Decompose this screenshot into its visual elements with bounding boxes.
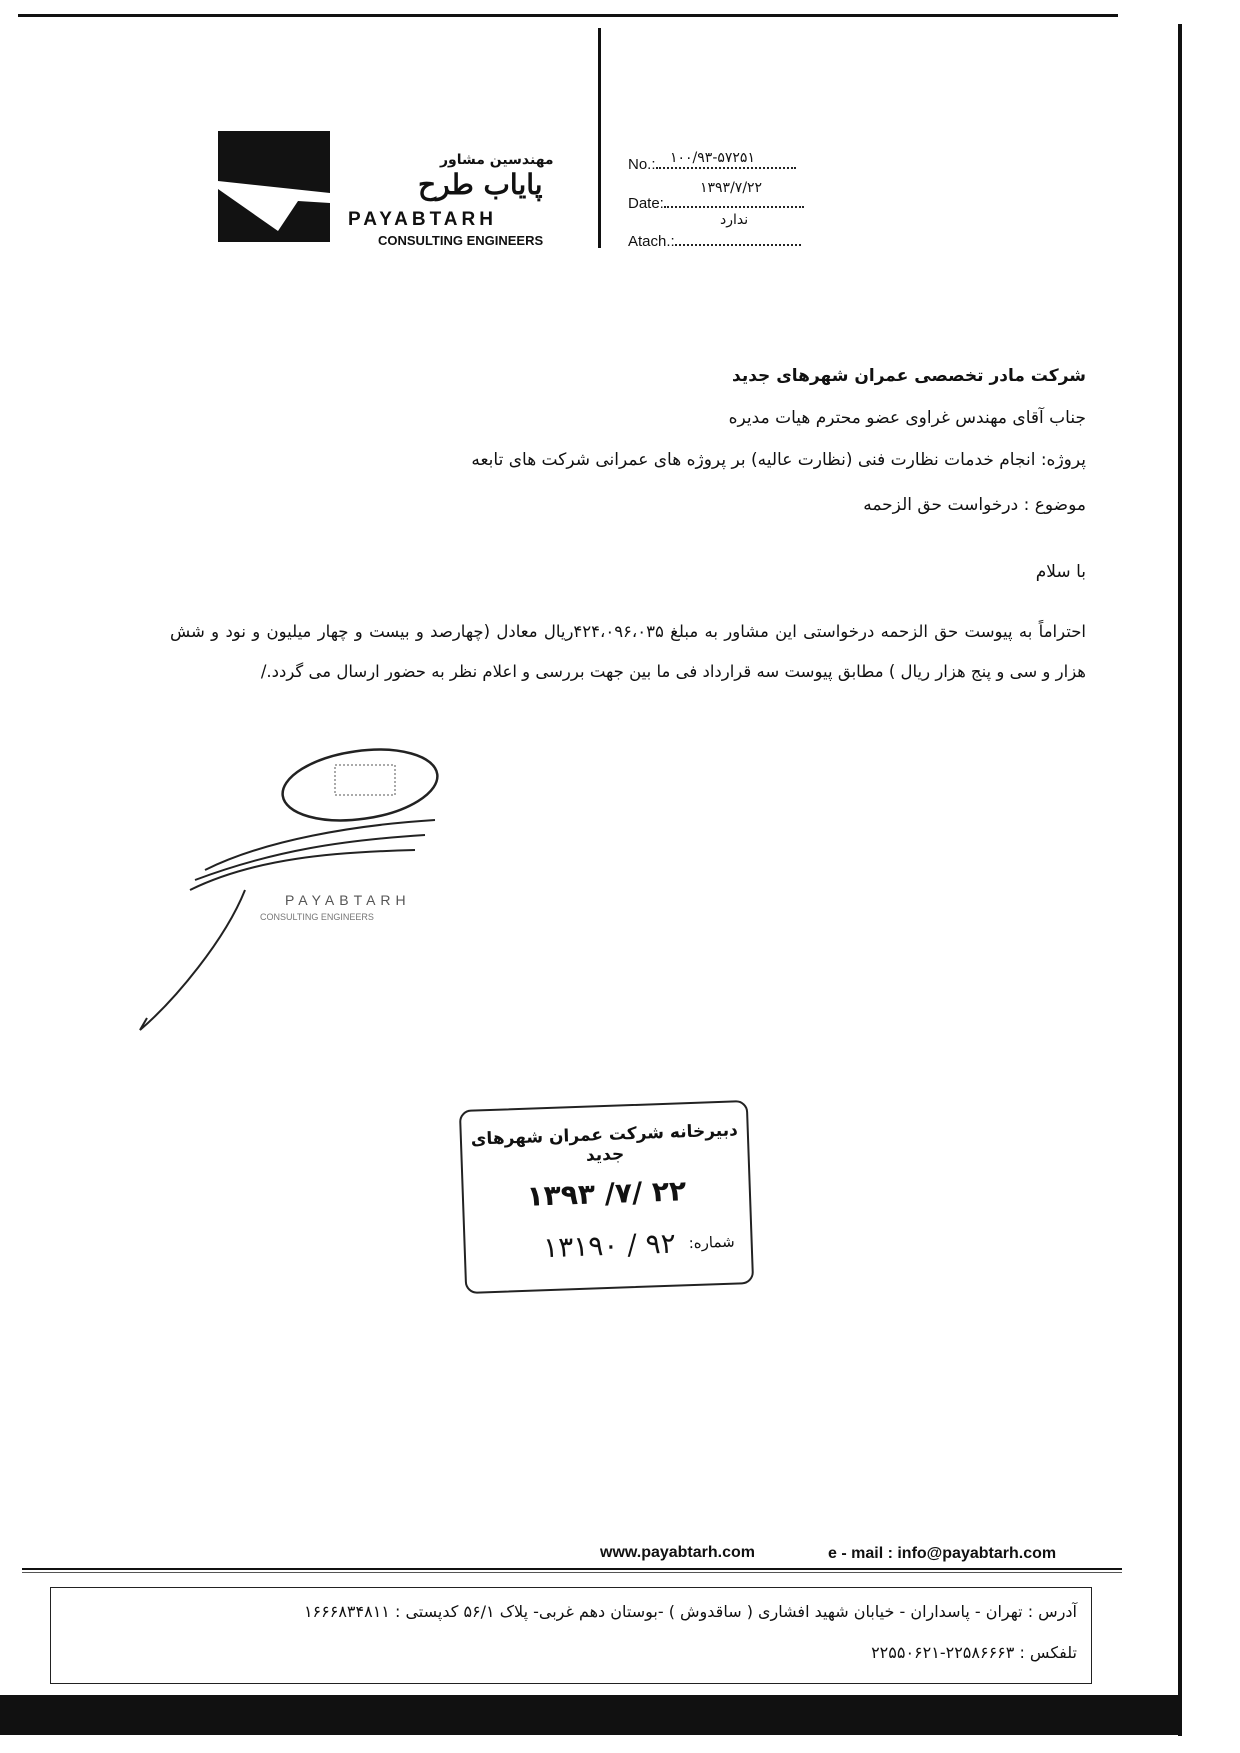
signature xyxy=(135,740,455,1040)
attachment-label: Atach.: xyxy=(628,233,675,250)
subject-label: موضوع : xyxy=(1023,495,1086,515)
scan-right-border xyxy=(1178,24,1182,1736)
recipient-person: جناب آقای مهندس غراوی عضو محترم هیات مدیره xyxy=(728,408,1086,428)
footer-divider-2 xyxy=(22,1572,1122,1573)
footer-address-box xyxy=(50,1587,1092,1684)
svg-text:CONSULTING ENGINEERS: CONSULTING ENGINEERS xyxy=(260,912,374,922)
brand-name-fa: پایاب طرح xyxy=(418,168,543,201)
brand-fa-small: مهندسین مشاور xyxy=(440,152,554,168)
received-stamp xyxy=(459,1100,754,1294)
stamp-date: ۱۳۹۳ /۷/ ۲۲ xyxy=(526,1174,687,1213)
scan-top-border xyxy=(18,14,1118,17)
number-label: No.: xyxy=(628,156,656,173)
brand-name-en: PAYABTARH xyxy=(348,209,497,230)
svg-text:PAYABTARH: PAYABTARH xyxy=(285,892,411,908)
project-label: پروژه: xyxy=(1040,450,1086,470)
recipient-company: شرکت مادر تخصصی عمران شهرهای جدید xyxy=(732,366,1086,386)
subject-line xyxy=(863,495,1086,515)
scan-bottom-band xyxy=(0,1695,1178,1735)
address: آدرس : تهران - پاسداران - خیابان شهید افشاری ( ساقدوش ) -بوستان دهم غربی- پلاک ۵۶/۱ کدپستی : ۱۶۶۶۸۳۴۸۱۱ xyxy=(303,1602,1077,1621)
stamp-number-label: شماره: xyxy=(688,1232,735,1253)
date-value: ۱۳۹۳/۷/۲۲ xyxy=(700,180,763,196)
stamp-number: ۱۳۱۹۰ / ۹۲ xyxy=(542,1226,677,1265)
date-row xyxy=(628,194,804,212)
date-label: Date: xyxy=(628,195,664,212)
letter-body: احتراماً به پیوست حق الزحمه درخواستی این مشاور به مبلغ ۴۲۴،۰۹۶،۰۳۵ریال معادل (چهارصد و بیست و چهار میلیون و نود و شش هزار و سی و پنج هزار ریال ) مطابق پیوست سه قرارداد فی ما بین جهت بررسی و اعلام نظر به حضور ارسال می گردد./ xyxy=(170,622,1086,681)
attachment-value: ندارد xyxy=(720,212,749,228)
brand-subtitle: CONSULTING ENGINEERS xyxy=(378,233,544,248)
company-logo xyxy=(218,131,330,242)
website-link[interactable]: www.payabtarh.com xyxy=(600,1544,755,1561)
phone: تلفکس : ۲۲۵۸۶۶۶۳-۲۲۵۵۰۶۲۱ xyxy=(871,1643,1077,1662)
email-link[interactable]: e - mail : info@payabtarh.com xyxy=(828,1545,1057,1562)
subject-text: درخواست حق الزحمه xyxy=(863,495,1019,515)
project-text: انجام خدمات نظارت فنی (نظارت عالیه) بر پروژه های عمرانی شرکت های تابعه xyxy=(471,450,1036,470)
footer-divider xyxy=(22,1568,1122,1570)
attachment-row xyxy=(628,232,801,250)
stamp-title: دبیرخانه شرکت عمران شهرهای جدید xyxy=(470,1120,739,1166)
greeting: با سلام xyxy=(1035,562,1086,582)
number-value: ۱۰۰/۹۳-۵۷۲۵۱ xyxy=(670,150,755,166)
project-line xyxy=(471,450,1086,470)
header-divider xyxy=(598,28,601,248)
